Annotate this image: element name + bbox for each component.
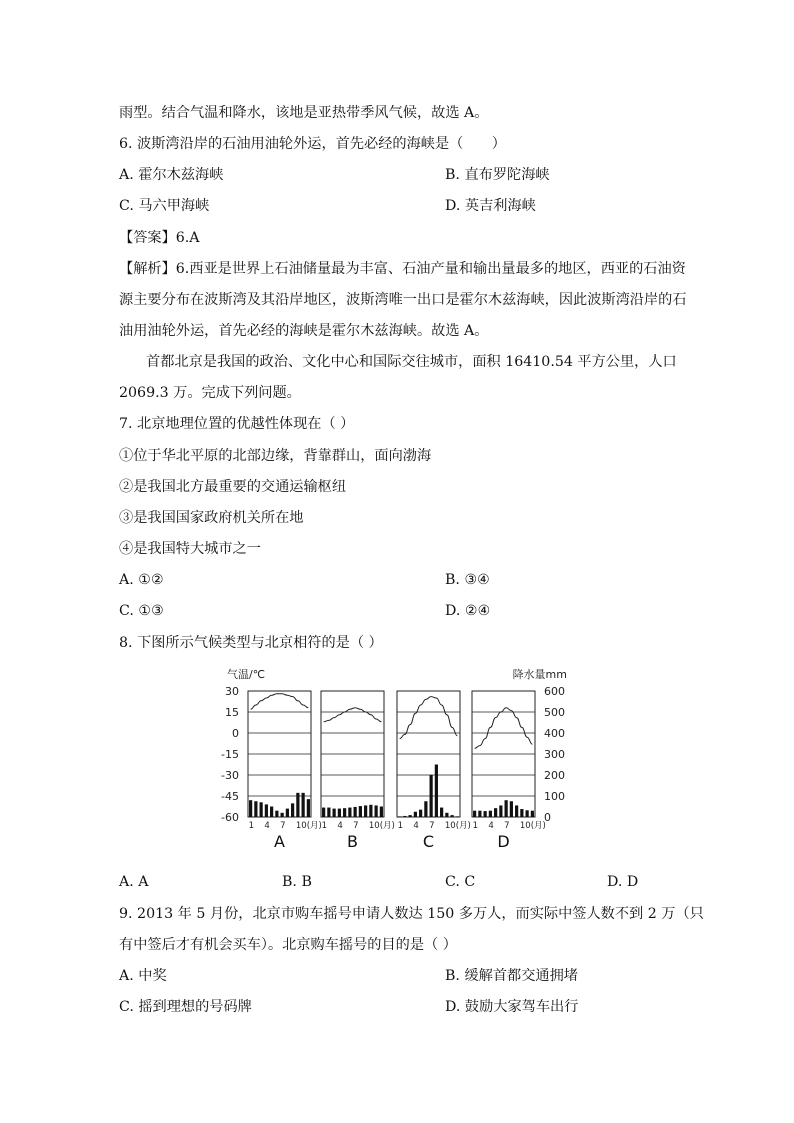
option-c: C. 马六甲海峡 [119, 198, 210, 214]
option-a: A. 中奖 [119, 968, 167, 984]
precip-bar [456, 816, 459, 817]
panel-label: B [347, 832, 358, 851]
precip-bar [414, 812, 417, 817]
precip-bar [348, 808, 351, 817]
precip-bar [249, 800, 252, 817]
intro-line: 2069.3 万。完成下列问题。 [119, 385, 301, 401]
option-d: D. 英吉利海峡 [445, 198, 536, 214]
statement-4: ④是我国特大城市之一 [119, 541, 261, 557]
precip-bar [520, 809, 523, 817]
option-b: B. ③④ [445, 572, 490, 588]
precip-bar [515, 805, 518, 817]
temp-tick-label: -30 [221, 769, 239, 782]
precip-bar [343, 808, 346, 817]
intro-line: 首都北京是我国的政治、文化中心和国际交往城市，面积 16410.54 平方公里，人口 [146, 354, 677, 370]
precip-bar [484, 811, 487, 817]
precip-bar [451, 815, 454, 817]
precip-bar [327, 808, 330, 817]
month-tick-label: 10(月) [519, 821, 546, 831]
option-a: A. ①② [119, 572, 164, 588]
panel-label: C [422, 832, 435, 851]
question-7: 7. 北京地理位置的优越性体现在（ ） [119, 416, 355, 432]
explanation-line: 源主要分布在波斯湾及其沿岸地区，波斯湾唯一出口是霍尔木兹海峡，因此波斯湾沿岸的石 [119, 292, 687, 308]
precip-bar [265, 804, 268, 817]
option-b: B. B [282, 874, 312, 890]
temperature-curve [251, 694, 309, 709]
precip-tick-label: 600 [544, 685, 565, 698]
temp-tick-label: -45 [221, 790, 239, 803]
precip-bar [254, 801, 257, 817]
option-d: D. D [607, 874, 639, 890]
right-axis-label: 降水量mm [512, 668, 567, 681]
temperature-curve [324, 708, 382, 722]
precip-bar [281, 813, 284, 817]
left-axis-label: 气温/℃ [227, 668, 266, 681]
option-c: C. C [445, 874, 476, 890]
question-9: 有中签后才有机会买车）。北京购车摇号的目的是（ ） [119, 937, 457, 953]
precip-tick-label: 100 [544, 790, 565, 803]
month-tick-label: 1 [397, 821, 404, 831]
option-a: A. 霍尔木兹海峡 [119, 167, 224, 183]
precip-bar [307, 799, 310, 817]
precip-bar [409, 815, 412, 817]
precip-bar [375, 805, 378, 817]
precip-bar [322, 808, 325, 817]
month-tick-label: 1 [248, 821, 255, 831]
precip-bar [296, 793, 299, 817]
precip-bar [478, 811, 481, 817]
precip-bar [489, 811, 492, 817]
panel-label: D [497, 832, 510, 851]
precip-tick-label: 500 [544, 706, 565, 719]
precip-bar [260, 802, 263, 817]
precip-bar [291, 803, 294, 817]
temp-tick-label: 15 [225, 706, 239, 719]
question-9: 9. 2013 年 5 月份，北京市购车摇号申请人数达 150 多万人，而实际中签人数不到 2 万（只 [119, 906, 704, 922]
month-tick-label: 4 [264, 821, 270, 831]
precip-bar [505, 800, 508, 817]
precip-tick-label: 400 [544, 727, 565, 740]
precip-bar [473, 811, 476, 817]
precip-bar [338, 809, 341, 817]
month-tick-label: 7 [280, 821, 286, 831]
option-d: D. 鼓励大家驾车出行 [445, 999, 579, 1015]
question-8: 8. 下图所示气候类型与北京相符的是（ ） [119, 635, 383, 651]
precip-bar [333, 809, 336, 817]
text-line: 雨型。结合气温和降水，该地是亚热带季风气候，故选 A。 [119, 105, 489, 121]
precip-bar [364, 805, 367, 817]
precip-bar [531, 811, 534, 817]
temp-tick-label: 0 [232, 727, 239, 740]
panel-label: A [274, 832, 285, 851]
precip-bar [398, 816, 401, 817]
precip-bar [403, 816, 406, 817]
precip-bar [430, 775, 433, 817]
precip-bar [354, 807, 357, 817]
statement-1: ①位于华北平原的北部边缘，背靠群山，面向渤海 [119, 448, 432, 464]
precip-bar [424, 801, 427, 817]
precip-bar [270, 807, 273, 818]
month-tick-label: 10(月) [444, 821, 471, 831]
month-tick-label: 4 [488, 821, 494, 831]
month-tick-label: 10(月) [295, 821, 322, 831]
option-b: B. 直布罗陀海峡 [445, 167, 550, 183]
temp-tick-label: -60 [221, 811, 239, 824]
precip-bar [499, 805, 502, 817]
month-tick-label: 7 [353, 821, 359, 831]
precip-bar [510, 801, 513, 817]
precip-bar [302, 793, 305, 817]
month-tick-label: 4 [413, 821, 419, 831]
precip-bar [435, 765, 438, 818]
precip-bar [494, 808, 497, 817]
month-tick-label: 1 [321, 821, 328, 831]
option-d: D. ②④ [445, 603, 491, 619]
temperature-curve [475, 708, 533, 749]
option-c: C. ①③ [119, 603, 164, 619]
precip-bar [419, 810, 422, 817]
climate-chart [217, 664, 573, 854]
option-a: A. A [119, 874, 149, 890]
month-tick-label: 4 [337, 821, 343, 831]
precip-bar [369, 805, 372, 817]
precip-tick-label: 300 [544, 748, 565, 761]
month-tick-label: 10(月) [368, 821, 395, 831]
temperature-curve [400, 697, 458, 739]
precip-bar [275, 811, 278, 817]
precip-bar [526, 810, 529, 817]
option-c: C. 摇到理想的号码牌 [119, 999, 252, 1015]
statement-3: ③是我国国家政府机关所在地 [119, 510, 304, 526]
month-tick-label: 7 [504, 821, 510, 831]
precip-bar [380, 807, 383, 818]
temp-tick-label: -15 [221, 748, 239, 761]
month-tick-label: 1 [472, 821, 479, 831]
precip-bar [440, 808, 443, 817]
statement-2: ②是我国北方最重要的交通运输枢纽 [119, 479, 347, 495]
explanation-line: 油用油轮外运，首先必经的海峡是霍尔木兹海峡。故选 A。 [119, 323, 489, 339]
month-tick-label: 7 [429, 821, 435, 831]
explanation-line: 【解析】6.西亚是世界上石油储量最为丰富、石油产量和输出量最多的地区，西亚的石油资 [119, 261, 686, 277]
precip-bar [286, 809, 289, 817]
precip-tick-label: 200 [544, 769, 565, 782]
precip-tick-label: 0 [544, 811, 551, 824]
temp-tick-label: 30 [225, 685, 239, 698]
question-6: 6. 波斯湾沿岸的石油用油轮外运，首先必经的海峡是（ ） [119, 136, 506, 152]
option-b: B. 缓解首都交通拥堵 [445, 968, 578, 984]
precip-bar [445, 813, 448, 817]
precip-bar [359, 806, 362, 817]
answer-6: 【答案】6.A [119, 230, 200, 246]
